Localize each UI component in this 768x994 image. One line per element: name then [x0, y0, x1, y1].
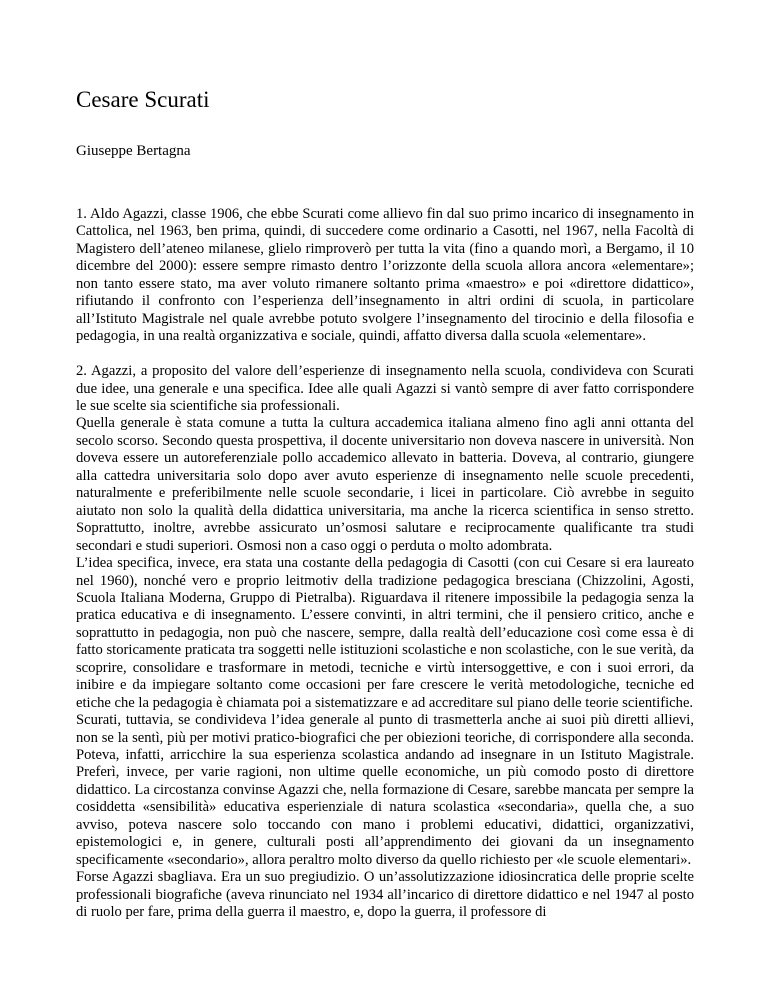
paragraph-scurati: Scurati, tuttavia, se condivideva l’idea generale al punto di trasmetterla anche ai suoi più diretti allievi, non se la sentì, più per motivi pratico-biografici che per obiezioni teoriche, di corrispondere alla seconda. Poteva, infatti, arricchire la sua esperienza scolastica andando ad insegnare in un Istituto Magistrale. Preferì, invece, per varie ragioni, non ultime quelle economiche, un più comodo posto di direttore didattico. La circostanza convinse Agazzi che, nella formazione di Cesare, sarebbe mancata per sempre la cosiddetta «sensibilità» educativa esperienziale di natura scolastica «secondaria», quella che, a suo avviso, poteva nascere solo toccando con mano i problemi educativi, didattici, organizzativi, epistemologici e, in genere, culturali posti all’apprendimento dei giovani da un insegnamento specificamente «secondario», allora peraltro molto diverso da quello richiesto per «le scuole elementari».	[76, 712, 694, 868]
document-title: Cesare Scurati	[76, 87, 210, 112]
paragraph-section-1: 1. Aldo Agazzi, classe 1906, che ebbe Scurati come allievo fin dal suo primo incarico di insegnamento in Cattolica, nel 1963, ben prima, quindi, di succedere come ordinario a Casotti, nel 1967, nella Facoltà di Magistero dell’ateneo milanese, glielo rimproverò per tutta la vita (fino a quando morì, a Bergamo, il 10 dicembre del 2000): essere sempre rimasto dentro l’orizzonte della scuola allora ancora «elementare»; non tanto essere stato, ma aver voluto rimanere soltanto prima «maestro» e poi «direttore didattico», rifiutando il confronto con l’esperienza dell’insegnamento in altri ordini di scuola, in particolare all’Istituto Magistrale nel quale avrebbe potuto svolgere l’insegnamento del tirocinio e della filosofia e pedagogia, in una realtà organizzativa e sociale, quindi, affatto diversa dalla scuola «elementare».	[76, 206, 694, 345]
paragraph-agazzi-prejudice: Forse Agazzi sbagliava. Era un suo pregiudizio. O un’assolutizzazione idiosincratica delle proprie scelte professionali biografiche (aveva rinunciato nel 1934 all’incarico di direttore didattico e nel 1947 al posto di ruolo per fare, prima della guerra il maestro, e, dopo la guerra, il professore di	[76, 869, 694, 921]
document-body	[76, 206, 694, 922]
paragraph-section-2: 2. Agazzi, a proposito del valore dell’esperienze di insegnamento nella scuola, condivideva con Scurati due idee, una generale e una specifica. Idee alle quali Agazzi si vantò sempre di aver fatto corrispondere le sue scelte sia scientifiche sia professionali.	[76, 363, 694, 414]
document-author: Giuseppe Bertagna	[76, 143, 191, 159]
paragraph-general-idea: Quella generale è stata comune a tutta la cultura accademica italiana almeno fino agli anni ottanta del secolo scorso. Secondo questa prospettiva, il docente universitario non doveva nascere in università. Non doveva essere un autoreferenziale pollo accademico allevato in batteria. Doveva, al contrario, giungere alla cattedra universitaria solo dopo aver avuto esperienze di insegnamento nelle scuole precedenti, naturalmente e preferibilmente nelle scuole secondarie, i licei in particolare. Ciò avrebbe in seguito aiutato non solo la qualità della didattica universitaria, ma anche la ricerca scientifica in senso stretto. Soprattutto, inoltre, avrebbe assicurato un’osmosi salutare e reciprocamente qualificante tra studi secondari e studi superiori. Osmosi non a caso oggi o perduta o molto adombrata.	[76, 415, 694, 554]
paragraph-specific-idea: L’idea specifica, invece, era stata una costante della pedagogia di Casotti (con cui Cesare si era laureato nel 1960), nonché vero e proprio leitmotiv della tradizione pedagogica bresciana (Chizzolini, Agosti, Scuola Italiana Moderna, Gruppo di Pietralba). Riguardava il ritenere impossibile la pedagogia senza la pratica educativa e di insegnamento. L’essere convinti, in altri termini, che il pensiero critico, anche e soprattutto in pedagogia, non può che nascere, sempre, dalla realtà dell’educazione così come essa è di fatto storicamente praticata tra soggetti nelle istituzioni scolastiche e non scolastiche, con le sue verità, da scoprire, consolidare e trasformare in metodi, tecniche e virtù intersoggettive, e con i suoi errori, da inibire e da impiegare soltanto come occasioni per fare crescere le verità metodologiche, tecniche ed etiche che la pedagogia è chiamata poi a sistematizzare e ad accreditare sul piano delle teorie scientifiche.	[76, 555, 694, 711]
